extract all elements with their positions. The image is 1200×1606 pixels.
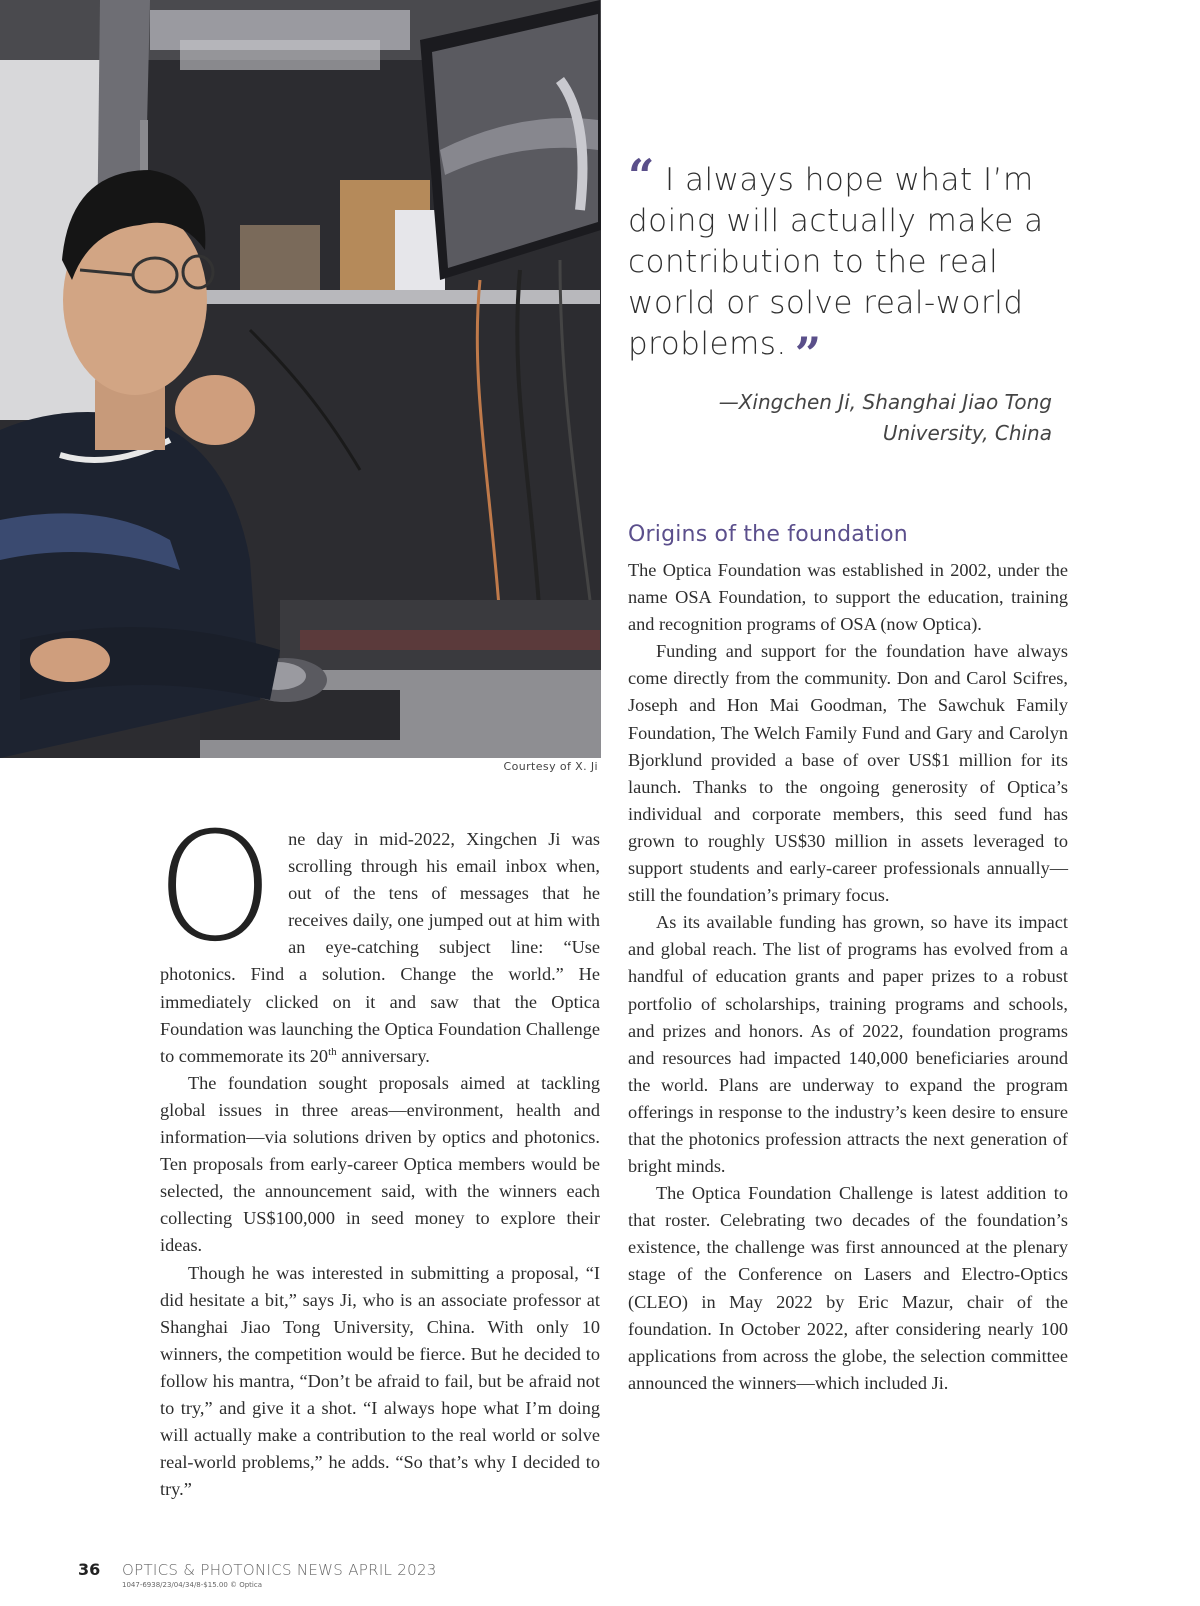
open-quote-mark: “	[628, 149, 655, 203]
close-quote-mark: ”	[794, 327, 822, 381]
left-body-column	[156, 801, 600, 1503]
p1-tail: anniversary.	[336, 1045, 430, 1066]
attribution-line-1: —Xingchen Ji, Shanghai Jiao Tong	[718, 390, 1052, 414]
drop-cap: O	[156, 801, 275, 975]
p1-lead: ne day in mid-2022, Xingchen Ji was scrolling through his email inbox when, out of the tens of messages that he receives daily, one jumped out at him with an eye-catching subject line: “Use photonics. Find a solution. Change the world.” He immediately clicked on it and saw that the Optica Foundation was launching the Optica Foundation Challenge to commemorate its 20	[160, 829, 600, 1066]
magazine-name: OPTICS & PHOTONICS NEWS APRIL 2023	[122, 1561, 437, 1579]
body-paragraph-1	[156, 801, 600, 1070]
pull-quote	[628, 149, 1068, 381]
body-paragraph-3: Though he was interested in submitting a proposal, “I did hesitate a bit,” says Ji, who is an associate professor at Shanghai Jiao Tong University, China. With only 10 winners, the competition would be fierce. But he decided to follow his mantra, “Don’t be afraid to fail, but be afraid not to try,” and give it a shot. “I always hope what I’m doing will actually make a contribution to the real world or solve real-world problems,” he adds. “So that’s why I decided to try.”	[160, 1262, 600, 1500]
article-photo	[0, 0, 601, 758]
lab-scene-illustration	[0, 0, 601, 758]
monitor	[420, 0, 601, 280]
pull-quote-attribution	[660, 387, 1052, 449]
photo-credit: Courtesy of X. Ji	[503, 760, 598, 773]
section-heading: Origins of the foundation	[628, 522, 908, 547]
body-paragraph-6: As its available funding has grown, so have its impact and global reach. The list of programs has evolved from a handful of education grants and paper prizes to a robust portfolio of scholarships, training programs and schools, and prizes and honors. As of 2022, foundation programs and resources had impacted 140,000 beneficiaries around the world. Plans are underway to expand the program offerings in response to the industry’s keen desire to ensure that the photonics profession attracts the next generation of bright minds.	[628, 912, 1068, 1177]
issn-line: 1047-6938/23/04/34/8-$15.00 © Optica	[122, 1581, 263, 1589]
pull-quote-text: I always hope what I’m doing will actually make a contribution to the real world or solve real-world problems.	[628, 162, 1044, 362]
attribution-line-2: University, China	[882, 421, 1052, 445]
page-number: 36	[78, 1560, 101, 1579]
body-paragraph-2: The foundation sought proposals aimed at tackling global issues in three areas—environment, health and information—via solutions driven by optics and photonics. Ten proposals from early-career Optica members would be selected, the announcement said, with the winners each collecting US$100,000 in seed money to explore their ideas.	[160, 1072, 600, 1256]
right-body-column	[628, 557, 1068, 1397]
body-paragraph-7: The Optica Foundation Challenge is latest addition to that roster. Celebrating two decades of the foundation’s existence, the challenge was first announced at the plenary stage of the Conference on Lasers and Electro-Optics (CLEO) in May 2022 by Eric Mazur, chair of the foundation. In October 2022, after considering nearly 100 applications from across the globe, the selection committee announced the winners—which included Ji.	[628, 1183, 1068, 1393]
body-paragraph-4: The Optica Foundation was established in 2002, under the name OSA Foundation, to support the education, training and recognition programs of OSA (now Optica).	[628, 560, 1068, 635]
body-paragraph-5: Funding and support for the foundation have always come directly from the community. Don and Carol Scifres, Joseph and Hon Mai Goodman, The Sawchuk Family Foundation, The Welch Family Fund and Gary and Carolyn Bjorklund provided a base of over US$1 million for its launch. Thanks to the ongoing generosity of Optica’s individual and corporate members, this seed fund has grown to roughly US$30 million in assets leveraged to support students and early-career professionals annually—still the foundation’s primary focus.	[628, 641, 1068, 906]
ordinal-suffix: th	[328, 1045, 337, 1058]
